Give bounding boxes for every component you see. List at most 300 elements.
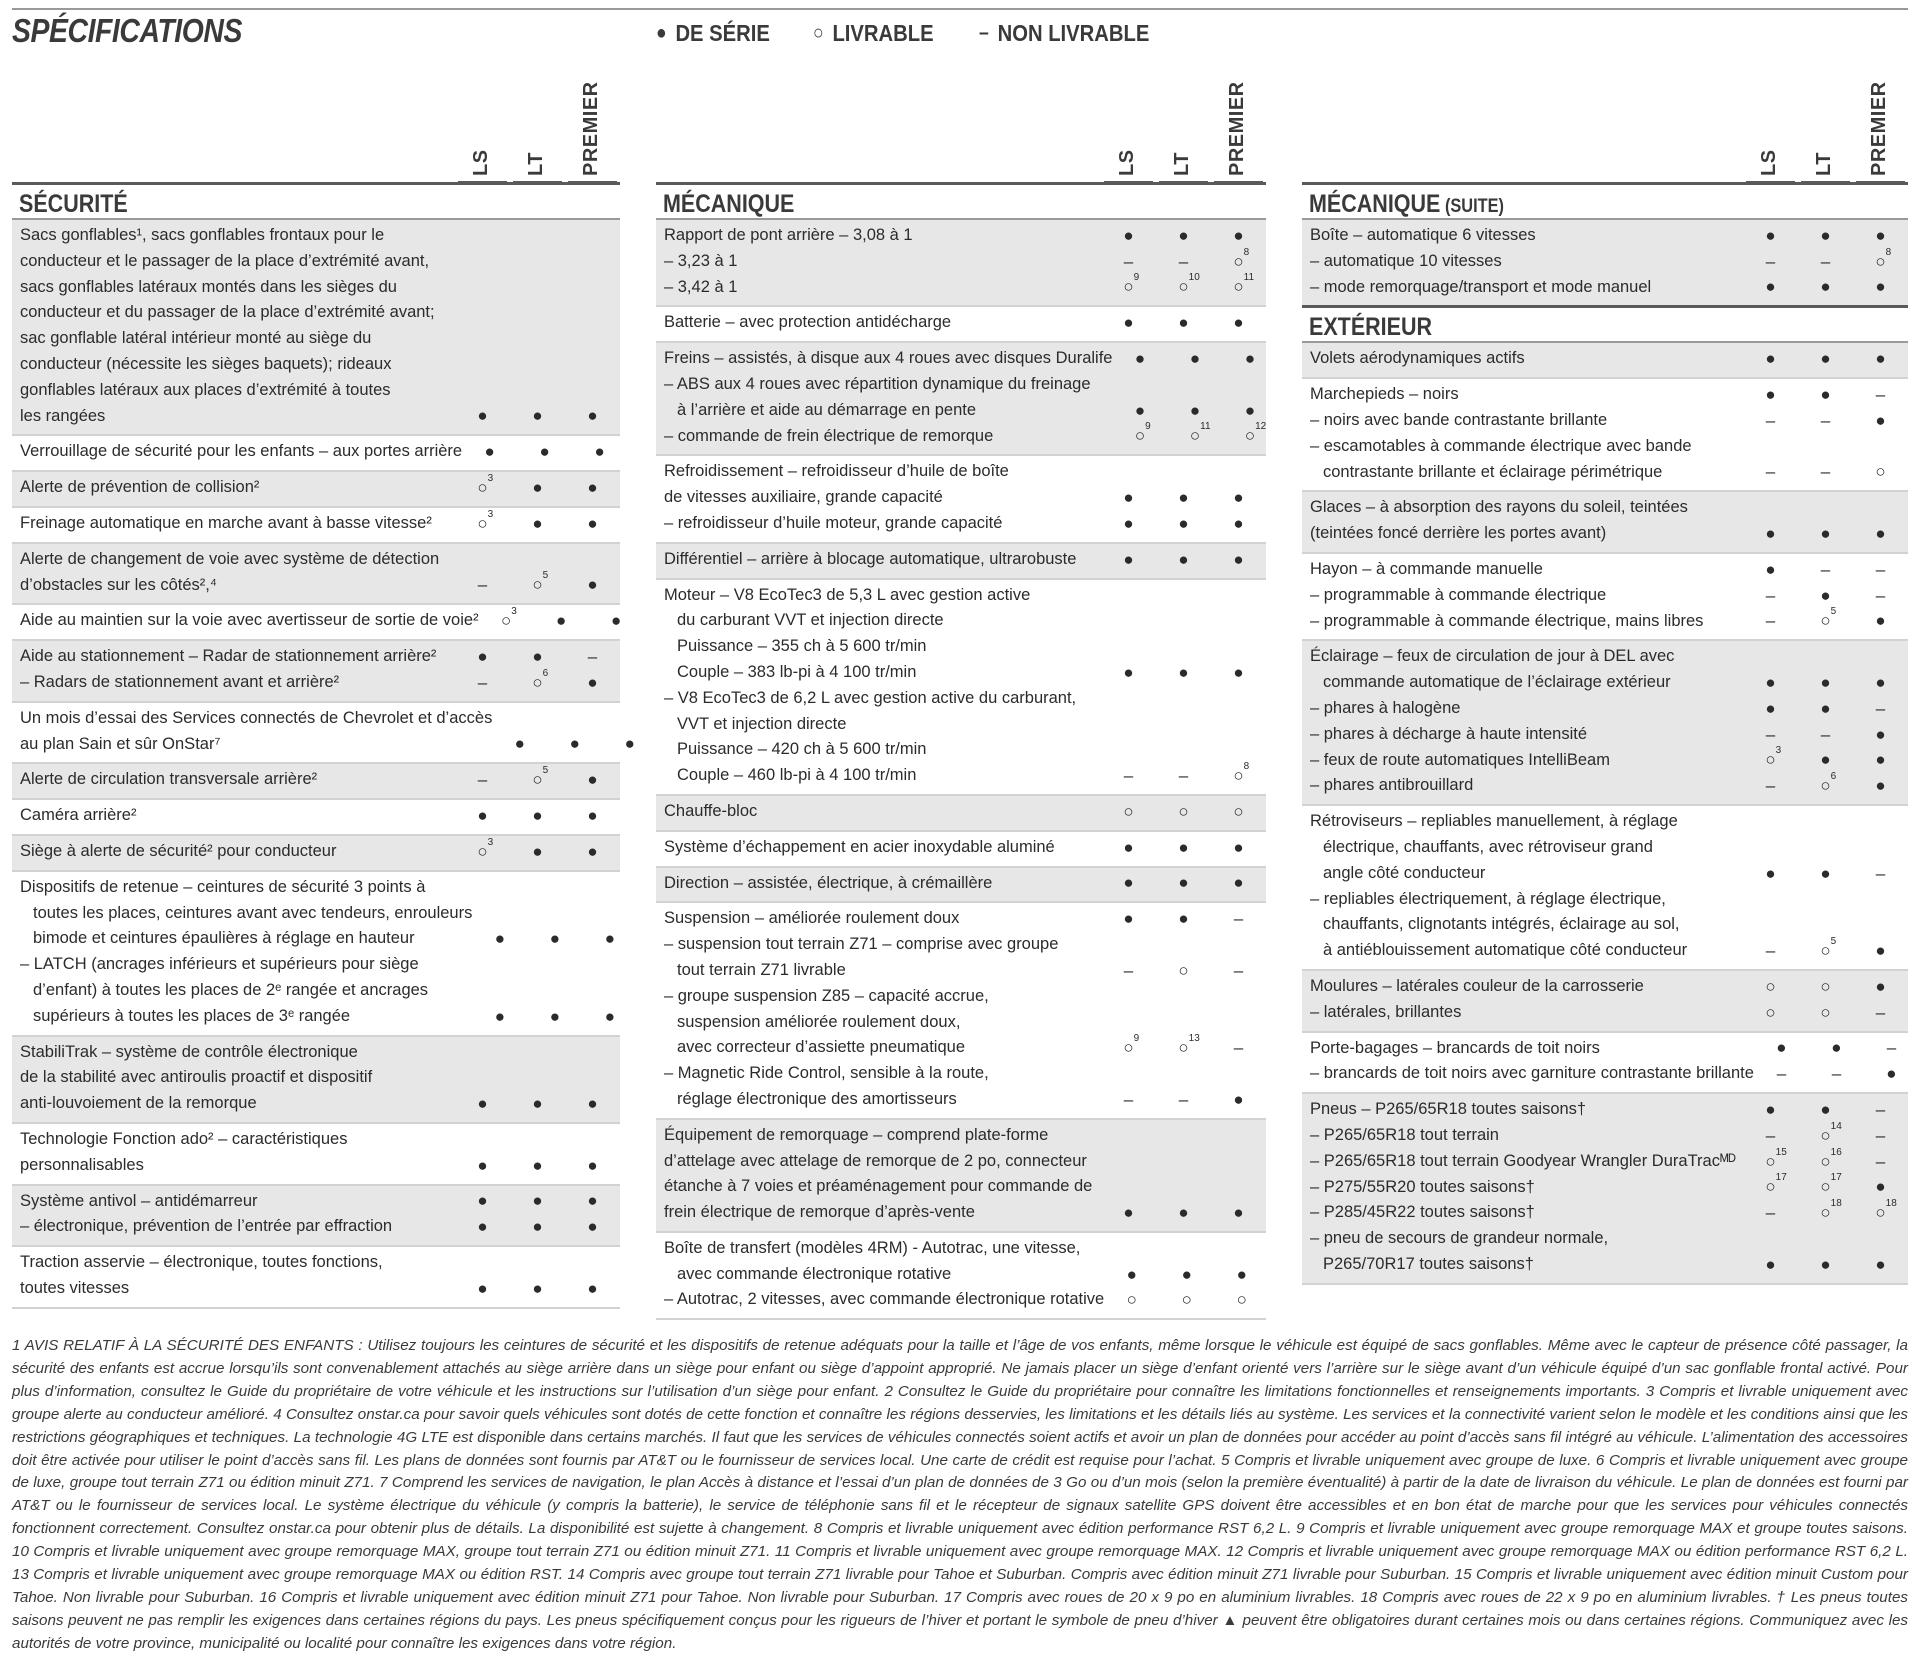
- standard-dot-icon: ●: [532, 841, 543, 861]
- availability-cell: [510, 1191, 565, 1211]
- availability-cell: [527, 929, 582, 949]
- spec-row: [12, 1247, 620, 1309]
- spec-values: [472, 875, 637, 1030]
- availability-cell: [1101, 226, 1156, 246]
- standard-dot-icon: ●: [587, 1217, 598, 1237]
- spec-line: conducteur et le passager de la place d’extrémité avant,: [20, 251, 430, 270]
- standard-dot-icon: ●: [1123, 313, 1134, 333]
- spec-row: [1302, 1033, 1908, 1095]
- spec-line: commande automatique de l’éclairage extérieur: [1323, 673, 1671, 692]
- availability-cell: [510, 514, 565, 534]
- value-line: [472, 901, 637, 927]
- availability-cell: [1853, 226, 1908, 246]
- available-circle-icon: ○: [1820, 1125, 1831, 1145]
- trim-label-lt: [1798, 76, 1850, 176]
- spec-values: [1743, 346, 1908, 372]
- spec-line: – P265/65R18 tout terrain Goodyear Wrangler DuraTracᴹᴰ: [1310, 1151, 1736, 1170]
- availability-cell: [565, 806, 620, 826]
- spec-values: [1743, 1097, 1908, 1278]
- value-line: [455, 352, 620, 378]
- not-available-dash-icon: –: [1123, 1089, 1134, 1109]
- spec-line: Alerte de prévention de collision²: [20, 478, 260, 497]
- value-line: [492, 706, 657, 732]
- standard-dot-icon: ●: [1233, 549, 1244, 569]
- availability-cell: [1104, 1290, 1159, 1310]
- value-line: [455, 547, 620, 573]
- available-circle-icon: ○: [477, 513, 488, 533]
- availability-cell: [1156, 226, 1211, 246]
- spec-line: d’enfant) à toutes les places de 2ᵉ rangée et ancrages: [33, 980, 429, 999]
- trim-name: PREMIER: [1226, 81, 1248, 176]
- availability-cell: [1743, 411, 1798, 431]
- value-line: [455, 1040, 620, 1066]
- standard-dot-icon: ●: [477, 1155, 488, 1175]
- standard-dot-icon: ●: [477, 647, 488, 667]
- footnote-ref: 13: [1188, 1033, 1200, 1045]
- spec-label: [12, 706, 492, 758]
- availability-cell: [455, 673, 510, 693]
- availability-cell: [1112, 349, 1167, 369]
- availability-cell: [1743, 977, 1798, 997]
- availability-cell: [1853, 246, 1908, 272]
- trim-name: LT: [525, 152, 547, 176]
- available-circle-icon: ○: [1178, 277, 1189, 297]
- trim-header: [656, 80, 1266, 184]
- availability-cell: [1809, 1038, 1864, 1058]
- value-line: [1101, 511, 1266, 537]
- availability-cell: [1211, 488, 1266, 508]
- spec-row: [12, 703, 635, 765]
- available-circle-icon: ○: [1233, 277, 1244, 297]
- availability-cell: [510, 806, 565, 826]
- availability-cell: [1743, 277, 1798, 297]
- not-available-dash-icon: –: [1875, 585, 1886, 605]
- standard-dot-icon: ●: [532, 806, 543, 826]
- spec-row: [12, 1037, 620, 1124]
- availability-cell: [510, 570, 565, 595]
- trim-name: LS: [1758, 149, 1780, 176]
- value-line: [1101, 1061, 1266, 1087]
- spec-line: Différentiel – arrière à blocage automatique, ultrarobuste: [664, 549, 1077, 568]
- availability-cell: [572, 442, 627, 462]
- availability-cell: [565, 406, 620, 426]
- spec-row: [1302, 806, 1908, 971]
- footnote-ref: 17: [1775, 1172, 1787, 1184]
- spec-line: Aide au stationnement – Radar de stationnement arrière²: [20, 647, 437, 666]
- availability-cell: [1101, 1033, 1156, 1058]
- availability-cell: [1211, 514, 1266, 534]
- spec-line: d’obstacles sur les côtés²,⁴: [20, 575, 217, 594]
- trim-header: [1302, 80, 1908, 184]
- section-rule: [656, 182, 1266, 185]
- availability-cell: [547, 734, 602, 754]
- spec-row: [12, 1124, 620, 1186]
- availability-cell: [1798, 349, 1853, 369]
- value-line: [472, 978, 637, 1004]
- availability-cell: [1853, 1152, 1908, 1172]
- spec-line: sac gonflable latéral intérieur monté au siège du: [20, 329, 372, 348]
- availability-cell: [1222, 421, 1277, 446]
- not-available-dash-icon: –: [477, 770, 488, 790]
- value-line: [1101, 272, 1266, 301]
- value-line: [1743, 346, 1908, 372]
- spec-line: – commande de frein électrique de remorque: [664, 426, 994, 445]
- not-available-dash-icon: –: [1875, 1002, 1886, 1022]
- spec-line: à antiéblouissement automatique côté conducteur: [1323, 941, 1688, 960]
- availability-cell: [1104, 1265, 1159, 1285]
- available-circle-icon: ○: [1233, 801, 1244, 821]
- availability-cell: [1798, 1146, 1853, 1172]
- availability-cell: [1101, 961, 1156, 981]
- value-line: [1112, 421, 1277, 450]
- availability-cell: [1798, 385, 1853, 405]
- availability-cell: [510, 765, 565, 790]
- available-circle-icon: ○: [477, 478, 488, 498]
- available-circle-icon: ○: [1875, 462, 1886, 482]
- spec-line: – 3,23 à 1: [664, 251, 738, 270]
- standard-dot-icon: ●: [587, 1155, 598, 1175]
- value-line: [1743, 275, 1908, 301]
- availability-cell: [1211, 961, 1266, 981]
- spec-line: contrastante brillante et éclairage périmétrique: [1323, 462, 1663, 481]
- availability-cell: [582, 929, 637, 949]
- available-circle-icon: ○: [1875, 251, 1886, 271]
- availability-cell: [1798, 1172, 1853, 1197]
- spec-label: [656, 223, 1101, 300]
- availability-cell: [455, 836, 510, 862]
- value-line: [455, 1189, 620, 1215]
- standard-dot-icon: ●: [1831, 1038, 1842, 1058]
- spec-line: Moulures – latérales couleur de la carrosserie: [1310, 976, 1644, 995]
- spec-label: [12, 875, 472, 1030]
- spec-line: Équipement de remorquage – comprend plate-forme: [664, 1125, 1049, 1144]
- availability-cell: [1743, 252, 1798, 272]
- availability-cell: [1222, 349, 1277, 369]
- spec-label: [12, 839, 455, 865]
- spec-values: [1743, 644, 1908, 799]
- spec-line: – phares à halogène: [1310, 698, 1461, 717]
- standard-dot-icon: ●: [532, 1217, 543, 1237]
- legend-item-standard: [656, 20, 770, 47]
- spec-values: [1101, 583, 1266, 789]
- standard-dot-icon: ●: [1123, 1202, 1134, 1222]
- footnote-ref: 17: [1830, 1172, 1842, 1184]
- standard-dot-icon: ●: [1886, 1064, 1897, 1084]
- availability-cell: [1211, 1203, 1266, 1223]
- standard-dot-icon: ●: [1233, 513, 1244, 533]
- availability-cell: [472, 929, 527, 949]
- availability-cell: [1211, 873, 1266, 893]
- standard-dot-icon: ●: [494, 1006, 505, 1026]
- availability-cell: [455, 575, 510, 595]
- availability-cell: [565, 1094, 620, 1114]
- available-circle-icon: ○: [1820, 1203, 1831, 1223]
- value-line: [1743, 408, 1908, 434]
- spec-values: [1743, 809, 1908, 964]
- spec-line: suspension améliorée roulement doux,: [677, 1012, 961, 1031]
- standard-dot-icon: ●: [1875, 277, 1886, 297]
- spec-line: – programmable à commande électrique, mains libres: [1310, 611, 1704, 630]
- spec-line: gonflables latéraux aux places d’extrémité à toutes: [20, 380, 391, 399]
- available-circle-icon: ○: [532, 672, 543, 692]
- value-line: [1743, 1097, 1908, 1123]
- value-line: [1101, 984, 1266, 1010]
- availability-cell: [1798, 864, 1853, 884]
- not-available-dash-icon: –: [1233, 1038, 1244, 1058]
- available-circle-icon: ○: [532, 770, 543, 790]
- availability-cell: [1743, 699, 1798, 719]
- spec-label: [12, 223, 455, 429]
- section-title: [12, 184, 620, 220]
- spec-row: [1302, 492, 1908, 554]
- availability-cell: [1156, 766, 1211, 786]
- value-line: [1101, 1010, 1266, 1036]
- value-line: [455, 644, 620, 670]
- value-line: [1743, 887, 1908, 913]
- availability-cell: [1156, 838, 1211, 858]
- availability-cell: [510, 842, 565, 862]
- not-available-dash-icon: –: [1765, 776, 1776, 796]
- spec-line: frein électrique de remorque d’après-vente: [664, 1203, 975, 1222]
- legend-label: LIVRABLE: [832, 20, 935, 46]
- availability-cell: [1101, 1090, 1156, 1110]
- available-circle-icon: ○: [1233, 251, 1244, 271]
- standard-dot-icon: ●: [587, 478, 598, 498]
- available-circle-icon: ○: [1820, 941, 1831, 961]
- standard-dot-icon: ●: [477, 1278, 488, 1298]
- standard-dot-icon: ●: [1244, 400, 1256, 420]
- value-line: [1743, 460, 1908, 486]
- standard-dot-icon: ●: [555, 611, 567, 631]
- availability-cell: [1853, 673, 1908, 693]
- footnotes: 1 AVIS RELATIF À LA SÉCURITÉ DES ENFANTS : Utilisez toujours les ceintures de sécurité et les dispositifs de retenue adéquats pour la taille et l’âge de vos enfants, même lorsque le véhicule est équipé de sacs gonflables. Même avec le capteur de présence côté passager, la sécurité des enfants est accrue lorsqu’ils sont convenablement attachés au siège arrière dans un siège pour enfant ou siège d’appoint approprié. Ne jamais placer un siège d’enfant orienté vers l’arrière sur le siège avant d’un véhicule équipé d’un sac gonflable frontal activé. Pour plus d’information, consultez le Guide du propriétaire de votre véhicule et les instructions sur l’utilisation d’un siège pour enfant. 2 Consultez le Guide du propriétaire pour connaître les limitations fonctionnelles et renseignements importants. 3 Compris et livrable uniquement avec groupe alerte au conducteur amélioré. 4 Consultez onstar.ca pour savoir quels véhicules sont dotés de cette fonction et connaître les régions desservies, les limitations et les détails liés au système. Les services et la connectivité varient selon le modèle et les conditions ainsi que les restrictions géographiques et techniques. La technologie 4G LTE est disponible dans certains marchés. Il faut que les services de véhicules connectés soient actifs et avoir un plan de données pour accéder au point d’accès sans fil intégré au véhicule. L’alimentation des accessoires doit être activée pour utiliser le point d’accès sans fil. Les plans de données sont fournis par AT&T ou le fournisseur de services local. Une carte de crédit est requise pour l’achat. 5 Compris et livrable uniquement avec groupe de luxe. 6 Compris et livrable uniquement avec groupe de luxe, groupe tout terrain Z71 ou édition minuit Z71. 7 Comprend les services de navigation, le plan Accès à distance et l’essai d’un plan de données de 3 Go ou d’un mois (selon la première éventualité) à partir de la date de livraison du véhicule. Le plan de données est fourni par AT&T ou le fournisseur de services local. Le système électrique du véhicule (y compris la batterie), le service de téléphonie sans fil et le récepteur de signaux satellite GPS doivent être accessibles et en bon état de marche pour que les services pour véhicules connectés fonctionnent correctement. Consultez onstar.ca pour obtenir plus de détails. La disponibilité est sujette à changement. 8 Compris et livrable uniquement avec édition performance RST 6,2 L. 9 Compris et livrable uniquement avec groupe remorquage MAX et groupe toutes saisons. 10 Compris et livrable uniquement avec groupe remorquage MAX, groupe tout terrain Z71 ou édition minuit Z71. 11 Compris et livrable uniquement avec groupe remorquage MAX. 12 Compris et livrable uniquement avec groupe remorquage MAX ou édition performance RST 6,2 L. 13 Compris et livrable uniquement avec groupe remorquage MAX ou édition RST. 14 Compris avec groupe tout terrain Z71 livrable pour Tahoe et Suburban. Compris avec édition minuit Z71 livrable pour Suburban. 15 Compris et livrable uniquement avec édition minuit Custom pour Tahoe. Non livrable pour Suburban. 16 Compris et livrable uniquement avec édition minuit Z71 pour Tahoe. Non livrable pour Suburban. 17 Compris avec roues de 20 x 9 po en aluminium livrables. 18 Compris avec roues de 22 x 9 po en aluminium livrables. † Les pneus toutes saisons peuvent ne pas remplir les exigences dans certaines régions du pays. Les pneus spécifiquement conçus pour les rigueurs de l’hiver et portant le symbole de pneu d’hiver ▲ peuvent être obligatoires durant certaines mois ou dans certaines régions. Communiquez avec les autorités de votre province, municipalité ou localité pour connaître les exigences dans votre région.: [12, 1337, 1908, 1652]
- spec-row: [656, 456, 1266, 543]
- standard-dot-icon: ●: [1181, 1264, 1192, 1284]
- standard-dot-icon: ●: [587, 1191, 598, 1211]
- availability-cell: [1159, 1265, 1214, 1285]
- spec-line: Puissance – 420 ch à 5 600 tr/min: [677, 740, 927, 759]
- standard-dot-icon: ●: [1244, 349, 1256, 369]
- availability-cell: [1853, 725, 1908, 745]
- spec-line: Freinage automatique en marche avant à basse vitesse²: [20, 513, 432, 532]
- availability-cell: [455, 770, 510, 790]
- availability-cell: [455, 1217, 510, 1237]
- availability-cell: [1853, 1177, 1908, 1197]
- availability-cell: [1743, 776, 1798, 796]
- available-circle-icon: ○: [477, 841, 488, 861]
- availability-cell: [455, 1279, 510, 1299]
- value-line: [1743, 434, 1908, 460]
- standard-dot-icon: ●: [587, 406, 598, 426]
- availability-cell: [455, 1191, 510, 1211]
- availability-cell: [1853, 699, 1908, 719]
- availability-cell: [1743, 611, 1798, 631]
- standard-dot-icon: ●: [1189, 349, 1201, 369]
- spec-line: supérieurs à toutes les places de 3ᵉ rangée: [33, 1006, 351, 1025]
- not-available-dash-icon: –: [1233, 909, 1244, 929]
- standard-dot-icon: ●: [1820, 349, 1831, 369]
- availability-cell: [1853, 560, 1908, 580]
- spec-line: bimode et ceintures épaulières à réglage en hauteur: [33, 929, 415, 948]
- spec-line: du carburant VVT et injection directe: [677, 611, 944, 630]
- availability-cell: [1101, 514, 1156, 534]
- not-available-dash-icon: –: [1820, 462, 1831, 482]
- value-line: [492, 732, 657, 758]
- not-available-dash-icon: –: [1820, 724, 1831, 744]
- spec-line: Pneus – P265/65R18 toutes saisons†: [1310, 1100, 1587, 1119]
- section-title: [656, 184, 1266, 220]
- trim-name: PREMIER: [580, 81, 602, 176]
- availability-cell: [1743, 226, 1798, 246]
- spec-row: [12, 605, 620, 641]
- availability-cell: [1211, 246, 1266, 272]
- availability-cell: [1743, 941, 1798, 961]
- standard-dot-icon: ●: [1233, 1089, 1244, 1109]
- value-line: [1101, 459, 1266, 485]
- availability-cell: [479, 606, 534, 631]
- section-title-text: SÉCURITÉ: [19, 190, 128, 218]
- available-circle-icon: ○: [1244, 426, 1256, 446]
- spec-row: [656, 307, 1266, 343]
- available-circle-icon: ○: [1765, 1177, 1776, 1197]
- spec-values: [1112, 346, 1277, 449]
- not-available-dash-icon: –: [1765, 941, 1776, 961]
- spec-values: [1754, 1036, 1919, 1088]
- spec-label: [12, 767, 455, 793]
- standard-dot-icon: ●: [1123, 225, 1134, 245]
- spec-line: chauffants, clignotants intégrés, éclairage au sol,: [1323, 915, 1680, 934]
- available-circle-icon: ○: [1178, 801, 1189, 821]
- standard-dot-icon: ●: [484, 442, 495, 462]
- spec-line: électrique, chauffants, avec rétroviseur grand: [1323, 837, 1653, 856]
- value-line: [472, 1004, 637, 1030]
- value-line: [455, 378, 620, 404]
- trim-name: LT: [1813, 152, 1835, 176]
- spec-line: Système antivol – antidémarreur: [20, 1191, 258, 1210]
- standard-dot-icon: ●: [1178, 513, 1189, 533]
- standard-dot-icon: ●: [1123, 513, 1134, 533]
- availability-cell: [1798, 771, 1853, 796]
- spec-values: [1743, 495, 1908, 547]
- value-line: [1743, 606, 1908, 635]
- not-available-dash-icon: –: [1875, 1125, 1886, 1145]
- value-line: [455, 249, 620, 275]
- availability-cell: [1743, 745, 1798, 770]
- standard-dot-icon: ●: [494, 929, 505, 949]
- available-circle-icon: ○: [1820, 976, 1831, 996]
- value-line: [1101, 310, 1266, 336]
- value-line: [455, 803, 620, 829]
- available-circle-icon: ○: [1189, 426, 1201, 446]
- standard-dot-icon: ●: [1233, 313, 1244, 333]
- spec-line: avec correcteur d’assiette pneumatique: [677, 1038, 965, 1057]
- availability-cell: [1743, 349, 1798, 369]
- available-circle-icon: ○: [1233, 766, 1244, 786]
- value-line: [1743, 1120, 1908, 1149]
- availability-cell: [1754, 1038, 1809, 1058]
- spec-row: [1302, 971, 1908, 1033]
- standard-dot-icon: ●: [587, 1094, 598, 1113]
- availability-cell: [1853, 1255, 1908, 1275]
- spec-values: [455, 803, 620, 829]
- availability-cell: [1211, 802, 1266, 822]
- trim-label-premier: [565, 76, 617, 176]
- availability-cell: [510, 406, 565, 426]
- footnote-ref: 5: [542, 570, 549, 582]
- availability-cell: [455, 806, 510, 826]
- spec-values: [479, 608, 644, 634]
- availability-cell: [1798, 725, 1853, 745]
- standard-dot-icon: ●: [587, 513, 598, 533]
- trim-label-ls: [1101, 76, 1153, 176]
- not-available-dash-icon: –: [1820, 251, 1831, 271]
- spec-line: Traction asservie – électronique, toutes fonctions,: [20, 1253, 383, 1272]
- not-available-dash-icon: –: [1233, 960, 1244, 980]
- spec-row: [656, 220, 1266, 307]
- spec-values: [455, 223, 620, 429]
- availability-cell: [492, 734, 547, 754]
- spec-values: [1743, 382, 1908, 485]
- availability-cell: [1798, 277, 1853, 297]
- standard-dot-icon: ●: [532, 1191, 543, 1211]
- value-line: [1743, 495, 1908, 521]
- footnote-ref: 3: [511, 606, 517, 618]
- spec-row: [656, 868, 1266, 904]
- spec-values: [1743, 974, 1908, 1026]
- page-title: SPÉCIFICATIONS: [12, 12, 242, 49]
- legend-label: DE SÉRIE: [675, 20, 770, 46]
- standard-dot-icon: ●: [1875, 750, 1886, 770]
- spec-row: [1302, 220, 1908, 307]
- section-title-suffix: (SUITE): [1440, 196, 1504, 217]
- footnote-ref: 18: [1830, 1198, 1842, 1210]
- availability-cell: [1101, 873, 1156, 893]
- spec-line: tout terrain Z71 livrable: [677, 960, 846, 979]
- value-line: [1743, 670, 1908, 696]
- standard-dot-icon: ●: [532, 1094, 543, 1113]
- availability-cell: [455, 508, 510, 534]
- spec-row: [1302, 379, 1908, 492]
- standard-dot-icon: ●: [1875, 1177, 1886, 1197]
- spec-row: [12, 472, 620, 508]
- availability-cell: [1167, 421, 1222, 446]
- value-line: [455, 300, 620, 326]
- spec-line: sacs gonflables latéraux montés dans les sièges du: [20, 277, 397, 296]
- spec-line: – ABS aux 4 roues avec répartition dynamique du freinage: [664, 374, 1091, 393]
- spec-line: Siège à alerte de sécurité² pour conducteur: [20, 841, 337, 860]
- availability-cell: [1798, 411, 1853, 431]
- value-line: [1101, 737, 1266, 763]
- spec-line: Puissance – 355 ch à 5 600 tr/min: [677, 637, 927, 656]
- spec-line: anti-louvoiement de la remorque: [20, 1094, 257, 1113]
- spec-line: – pneu de secours de grandeur normale,: [1310, 1229, 1609, 1248]
- value-line: [455, 475, 620, 501]
- availability-cell: [1853, 864, 1908, 884]
- value-line: [455, 1153, 620, 1179]
- availability-cell: [510, 1094, 565, 1114]
- spec-label: [12, 511, 455, 537]
- standard-dot-icon: ●: [1820, 673, 1831, 693]
- dash-icon: –: [978, 22, 989, 44]
- availability-cell: [1853, 524, 1908, 544]
- spec-line: Système d’échappement en acier inoxydable aluminé: [664, 837, 1055, 856]
- not-available-dash-icon: –: [1765, 585, 1776, 605]
- spec-label: [1302, 974, 1743, 1026]
- value-line: [1743, 835, 1908, 861]
- availability-cell: [565, 575, 620, 595]
- standard-dot-icon: ●: [1765, 277, 1776, 297]
- value-line: [1743, 644, 1908, 670]
